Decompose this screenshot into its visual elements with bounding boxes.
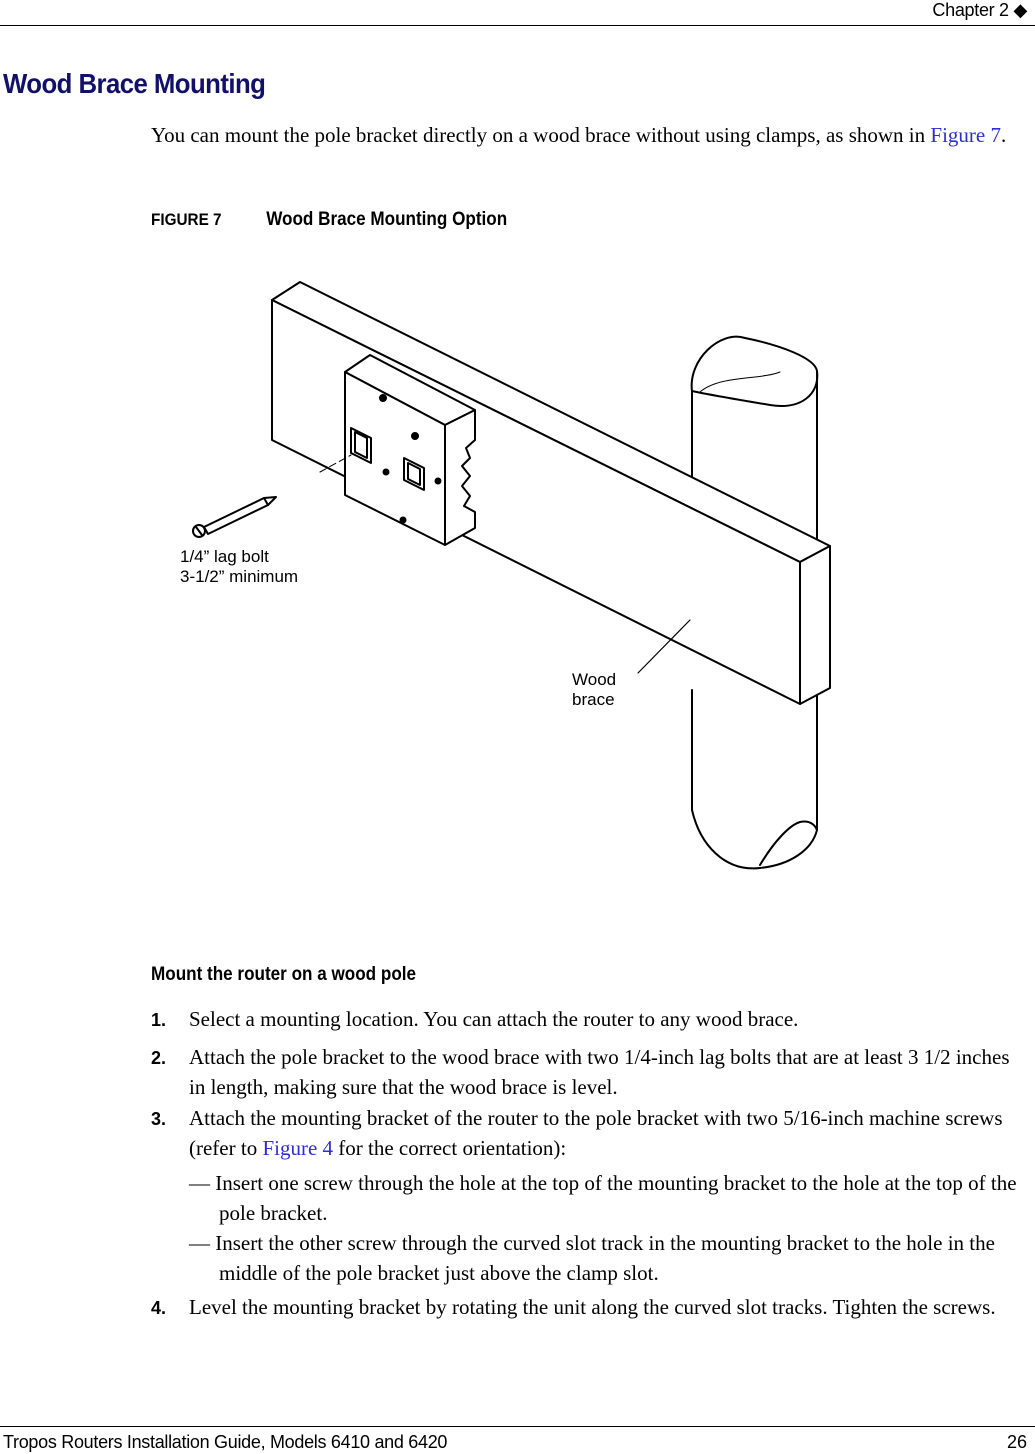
figure-title: Wood Brace Mounting Option	[266, 209, 508, 230]
step-number: 2.	[151, 1048, 167, 1068]
page-number: 26	[1006, 1432, 1027, 1452]
substep-1: — Insert one screw through the hole at the top of the mounting bracket to the hole at the top of the pole bracket.	[189, 1171, 1017, 1225]
step-3	[151, 1103, 1031, 1163]
step-number: 4.	[151, 1298, 167, 1318]
footer-title: Tropos Routers Installation Guide, Models 6410 and 6420	[3, 1432, 448, 1452]
step-text: Level the mounting bracket by rotating the unit along the curved slot tracks. Tighten the screws.	[189, 1295, 996, 1319]
substep-2: — Insert the other screw through the curved slot track in the mounting bracket to the hole in the middle of the pole bracket just above the clamp slot.	[189, 1231, 995, 1285]
section-title: Wood Brace Mounting	[3, 68, 266, 99]
intro-paragraph	[151, 120, 1021, 150]
step-4	[151, 1292, 1031, 1322]
mounting-hole	[436, 479, 441, 484]
intro-text-end: .	[1000, 123, 1007, 147]
figure-caption	[151, 209, 507, 231]
mounting-hole	[384, 470, 389, 475]
header-rule	[0, 25, 1035, 26]
step-text-part: for the correct orientation):	[333, 1136, 567, 1160]
step-number: 1.	[151, 1010, 167, 1030]
procedure-title: Mount the router on a wood pole	[151, 964, 417, 985]
step-text: Select a mounting location. You can attach the router to any wood brace.	[189, 1007, 799, 1031]
footer-rule	[0, 1426, 1035, 1427]
wood-brace-illustration	[170, 275, 840, 885]
brace-callout-line1: Wood	[572, 670, 617, 689]
chapter-header: Chapter 2 ◆	[932, 0, 1027, 20]
step-2	[151, 1042, 1031, 1102]
step-text: Attach the pole bracket to the wood brace with two 1/4-inch lag bolts that are at least 3 1/2 inches in length, making sure that the wood brace is level.	[189, 1045, 1010, 1099]
step-text-part: Attach the mounting bracket of the router to the pole bracket with two 5/16-inch machine screws (refer to	[189, 1106, 1003, 1160]
brace-callout-line2: brace	[572, 690, 615, 709]
step-text	[189, 1103, 1031, 1163]
mounting-hole	[401, 518, 406, 523]
step-1	[151, 1004, 1031, 1034]
bolt-callout-line2: 3-1/2” minimum	[180, 567, 299, 586]
figure-4-link[interactable]: Figure 4	[262, 1136, 334, 1160]
figure-number: FIGURE 7	[151, 210, 222, 229]
bolt-callout-line1: 1/4” lag bolt	[180, 547, 269, 566]
step-number: 3.	[151, 1109, 167, 1129]
figure-7-link[interactable]: Figure 7	[930, 123, 1001, 147]
intro-text: You can mount the pole bracket directly on a wood brace without using clamps, as shown in	[151, 123, 931, 147]
